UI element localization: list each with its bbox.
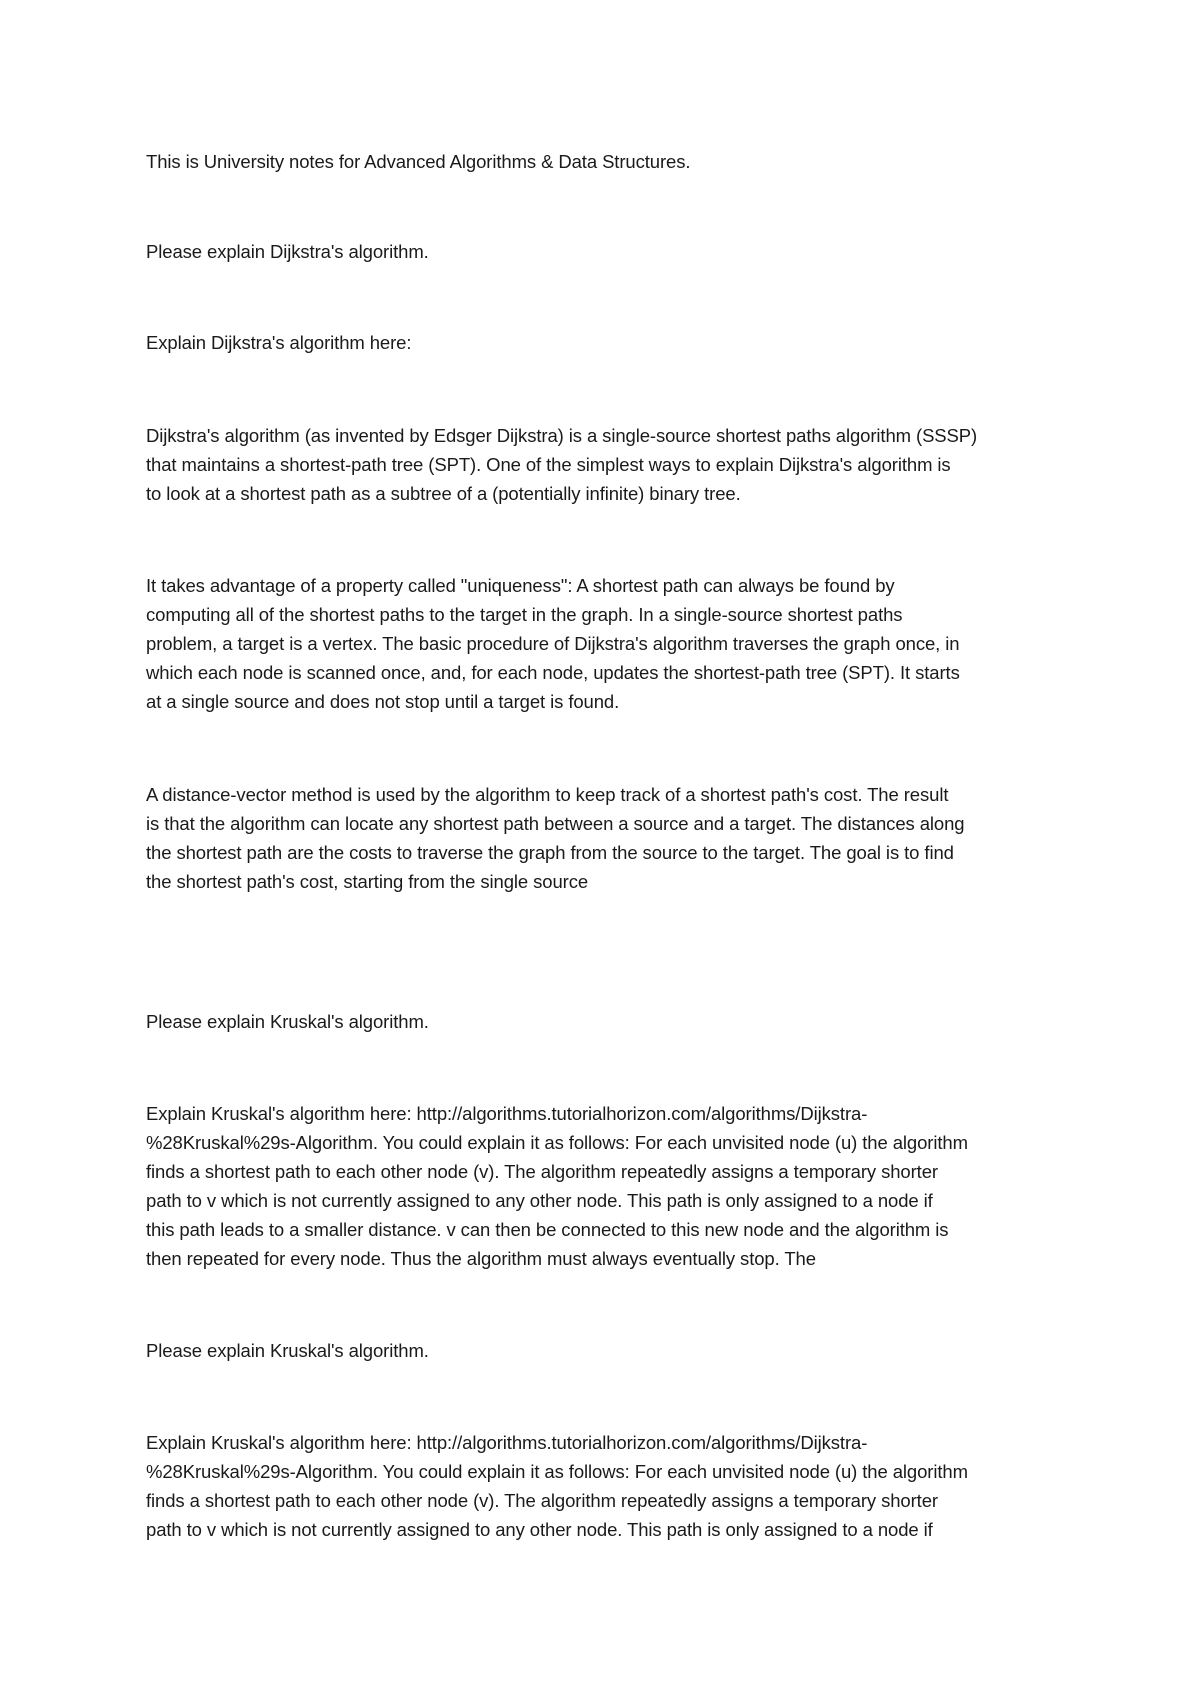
text-line: %28Kruskal%29s-Algorithm. You could explain it as follows: For each unvisited node (u) the algorithm: [146, 1461, 968, 1482]
kruskal-answer-1: [146, 1099, 1076, 1273]
dijkstra-paragraph-1: [146, 421, 1076, 508]
text-line: Please explain Dijkstra's algorithm.: [146, 241, 429, 262]
text-line: Explain Dijkstra's algorithm here:: [146, 332, 412, 353]
text-line: Explain Kruskal's algorithm here: http://algorithms.tutorialhorizon.com/algorithms/Dijkstra-: [146, 1103, 868, 1124]
text-line: this path leads to a smaller distance. v can then be connected to this new node and the algorithm is: [146, 1219, 949, 1240]
text-line: Please explain Kruskal's algorithm.: [146, 1011, 429, 1032]
text-line: the shortest path's cost, starting from the single source: [146, 871, 589, 892]
question-kruskal-1: [146, 1007, 1076, 1036]
kruskal-answer-2: [146, 1428, 1076, 1544]
text-line: Explain Kruskal's algorithm here: http://algorithms.tutorialhorizon.com/algorithms/Dijkstra-: [146, 1432, 868, 1453]
text-line: which each node is scanned once, and, for each node, updates the shortest-path tree (SPT). It starts: [146, 662, 960, 683]
text-line: computing all of the shortest paths to the target in the graph. In a single-source shortest paths: [146, 604, 903, 625]
dijkstra-paragraph-2: [146, 571, 1076, 716]
text-line: the shortest path are the costs to traverse the graph from the source to the target. The goal is to find: [146, 842, 954, 863]
text-line: to look at a shortest path as a subtree of a (potentially infinite) binary tree.: [146, 483, 741, 504]
text-line: is that the algorithm can locate any shortest path between a source and a target. The distances along: [146, 813, 965, 834]
text-line: Dijkstra's algorithm (as invented by Edsger Dijkstra) is a single-source shortest paths algorithm (SSSP): [146, 425, 978, 446]
text-line: It takes advantage of a property called "uniqueness": A shortest path can always be found by: [146, 575, 895, 596]
text-line: that maintains a shortest-path tree (SPT). One of the simplest ways to explain Dijkstra's algorithm is: [146, 454, 951, 475]
text-line: %28Kruskal%29s-Algorithm. You could explain it as follows: For each unvisited node (u) the algorithm: [146, 1132, 968, 1153]
text-line: finds a shortest path to each other node (v). The algorithm repeatedly assigns a temporary shorter: [146, 1161, 938, 1182]
question-dijkstra: [146, 237, 1076, 266]
question-kruskal-2: [146, 1336, 1076, 1365]
dijkstra-paragraph-3: [146, 780, 1076, 896]
text-line: problem, a target is a vertex. The basic procedure of Dijkstra's algorithm traverses the graph once, in: [146, 633, 960, 654]
text-line: Please explain Kruskal's algorithm.: [146, 1340, 429, 1361]
text-line: finds a shortest path to each other node (v). The algorithm repeatedly assigns a temporary shorter: [146, 1490, 938, 1511]
text-line: path to v which is not currently assigned to any other node. This path is only assigned to a node if: [146, 1519, 933, 1540]
intro-line: [146, 147, 1076, 176]
text-line: A distance-vector method is used by the algorithm to keep track of a shortest path's cost. The result: [146, 784, 949, 805]
answer-heading-dijkstra: [146, 328, 1076, 357]
text-line: This is University notes for Advanced Algorithms & Data Structures.: [146, 151, 691, 172]
text-line: at a single source and does not stop until a target is found.: [146, 691, 620, 712]
text-line: path to v which is not currently assigned to any other node. This path is only assigned to a node if: [146, 1190, 933, 1211]
text-line: then repeated for every node. Thus the algorithm must always eventually stop. The: [146, 1248, 816, 1269]
